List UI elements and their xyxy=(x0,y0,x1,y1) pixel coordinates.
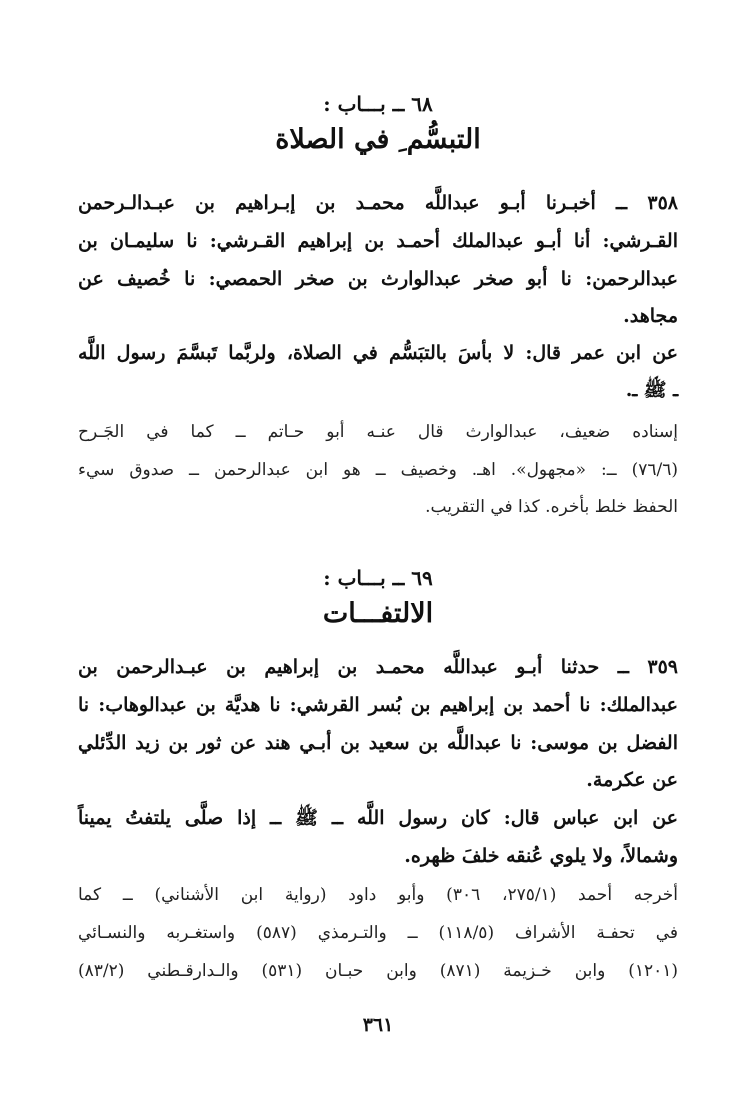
hadith-358-note-line: (٧٦/٦) ــ: «مجهول». اهـ. وخصيف ــ هو ابن عبدالرحمن ــ صدوق سيء xyxy=(78,460,678,480)
hadith-359-isnad-line: الفضل بن موسى: نا عبداللَّه بن سعيد بن أبـي هند عن ثور بن زيد الدِّئلي xyxy=(78,732,678,754)
book-page xyxy=(78,0,678,1097)
hadith-358-note-line: الحفظ خلط بأخره. كذا في التقريب. xyxy=(425,497,678,517)
hadith-358-text-line: ــ ﷺ ــ. xyxy=(625,379,678,401)
hadith-359-isnad-line: عبدالملك: نا أحمد بن إبراهيم بن بُسر القرشي: نا هديَّة بن عبدالوهاب: نا xyxy=(78,694,678,716)
hadith-359-isnad-line: عن عكرمة. xyxy=(586,769,678,791)
chapter-68-title: التبسُّم ِ في الصلاة xyxy=(275,124,481,155)
hadith-358-note-line: إسناده ضعيف، عبدالوارث قال عنـه أبو حـاتم ــ كما في الجَـرح xyxy=(78,422,678,442)
hadith-358-text-line: عن ابن عمر قال: لا بأسَ بالتبَسُّم في الصلاة، ولربَّما تَبسَّمَ رسول اللَّه xyxy=(78,342,678,364)
hadith-359-note-line: (١٢٠١) وابن خـزيمة (٨٧١) وابن حبـان (٥٣١) والـدارقـطني (٨٣/٢) xyxy=(78,961,678,981)
hadith-359-note-line: أخرجه أحمد (٢٧٥/١، ٣٠٦) وأبو داود (رواية ابن الأشناني) ــ كما xyxy=(78,885,679,905)
hadith-358-isnad-line: عبدالرحمن: نا أبو صخر عبدالوارث بن صخر الحمصي: نا خُصيف عن xyxy=(78,268,678,290)
hadith-359-isnad-line: ٣٥٩ ــ حدثنا أبـو عبداللَّه محمـد بن إبراهيم بن عبـدالرحمن بن xyxy=(78,656,678,678)
chapter-69-number: ٦٩ ــ بـــاب : xyxy=(323,566,433,590)
page-number: ٣٦١ xyxy=(362,1014,394,1036)
chapter-69-title: الالتفـــات xyxy=(322,598,434,629)
chapter-68-number: ٦٨ ــ بـــاب : xyxy=(323,92,433,116)
hadith-359-note-line: في تحفـة الأشراف (١١٨/٥) ــ والتـرمذي (٥٨٧) واستغـربه والنسـائي xyxy=(78,923,679,943)
hadith-358-isnad-line: القـرشي: أنا أبـو عبدالملك أحمـد بن إبراهيم القـرشي: نا سليمـان بن xyxy=(78,230,678,252)
hadith-359-text-line: وشمالاً، ولا يلوي عُنقه خلفَ ظهره. xyxy=(404,845,678,867)
hadith-359-text-line: عن ابن عباس قال: كان رسول اللَّه ــ ﷺ ــ إذا صلَّى يلتفتُ يميناً xyxy=(78,807,678,829)
hadith-358-isnad-line: ٣٥٨ ــ أخبـرنا أبـو عبداللَّه محمـد بن إبـراهيم بن عبـدالـرحمن xyxy=(78,192,678,214)
hadith-358-isnad-line: مجاهد. xyxy=(623,305,678,327)
